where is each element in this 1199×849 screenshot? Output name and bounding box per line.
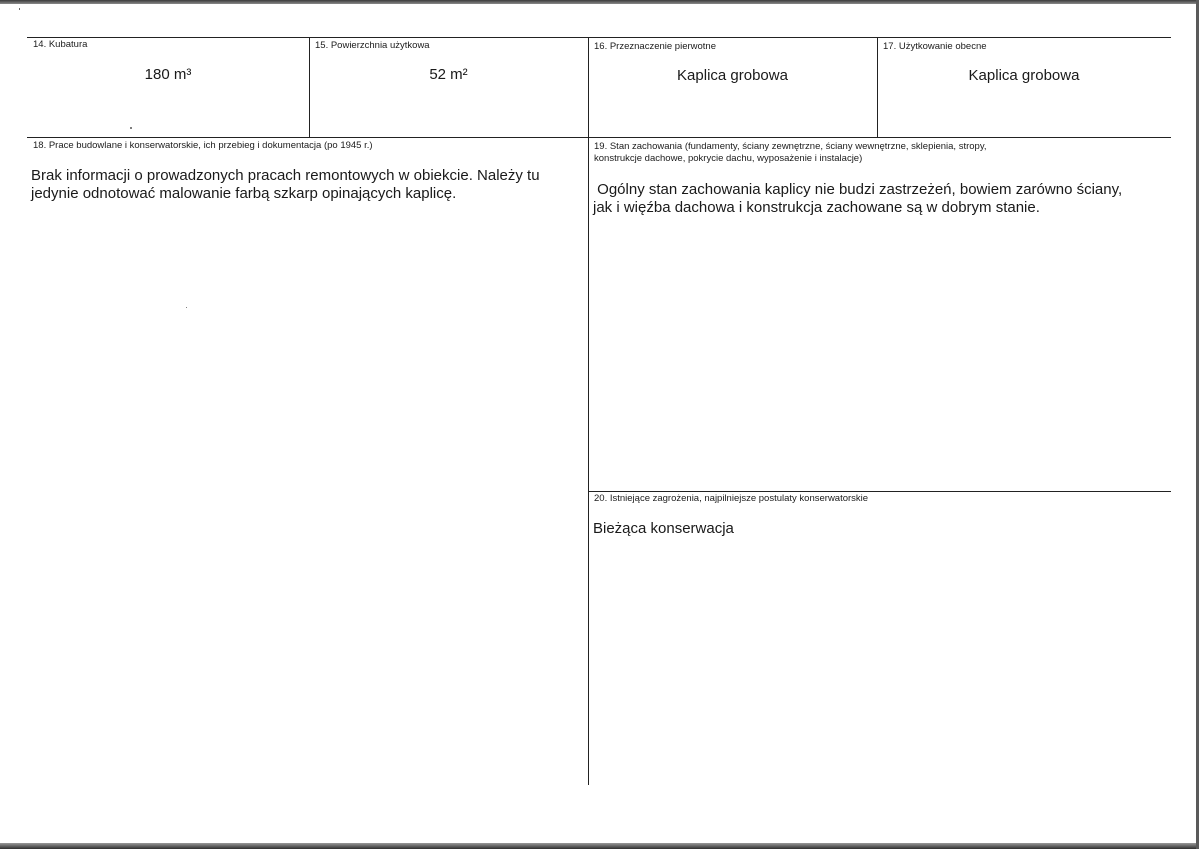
field-16-label: 16. Przeznaczenie pierwotne [594,41,716,52]
row-divider-2 [588,491,1171,492]
field-19-value-line-2: jak i więźba dachowa i konstrukcja zachowane są w dobrym stanie. [593,199,1040,216]
col-divider-14-15 [309,37,310,137]
field-15-label: 15. Powierzchnia użytkowa [315,40,430,51]
field-14-value: 180 m³ [144,66,192,83]
scan-edge-bottom [0,843,1199,849]
scan-speck [130,127,132,129]
col-divider-16-17 [877,37,878,137]
field-20-label: 20. Istniejące zagrożenia, najpilniejsze postulaty konserwatorskie [594,493,869,504]
field-15-value: 52 m² [429,66,468,83]
field-19-label-line-2: konstrukcje dachowe, pokrycie dachu, wyposażenie i instalacje) [594,153,863,164]
field-17-value: Kaplica grobowa [968,67,1080,84]
scan-speck [19,8,20,10]
field-20-value: Bieżąca konserwacja [593,520,734,537]
field-16-value: Kaplica grobowa [677,67,788,84]
field-18-value-line-2: jedynie odnotować malowanie farbą szkarp opinających kaplicę. [31,185,457,202]
form-top-border [27,37,1171,38]
col-divider-main [588,37,589,785]
field-17-label: 17. Użytkowanie obecne [883,41,987,52]
field-19-label-line-1: 19. Stan zachowania (fundamenty, ściany zewnętrzne, ściany wewnętrzne, sklepienia, stropy, [594,141,987,152]
field-18-value-line-1: Brak informacji o prowadzonych pracach remontowych w obiekcie. Należy tu [31,167,540,184]
field-14-label: 14. Kubatura [33,39,88,50]
scan-edge-top [0,0,1199,4]
field-19-value-line-1: Ogólny stan zachowania kaplicy nie budzi zastrzeżeń, bowiem zarówno ściany, [593,181,1123,198]
row-divider-1 [27,137,1171,138]
field-18-label: 18. Prace budowlane i konserwatorskie, ich przebieg i dokumentacja (po 1945 r.) [33,140,373,151]
scan-speck [186,307,187,308]
